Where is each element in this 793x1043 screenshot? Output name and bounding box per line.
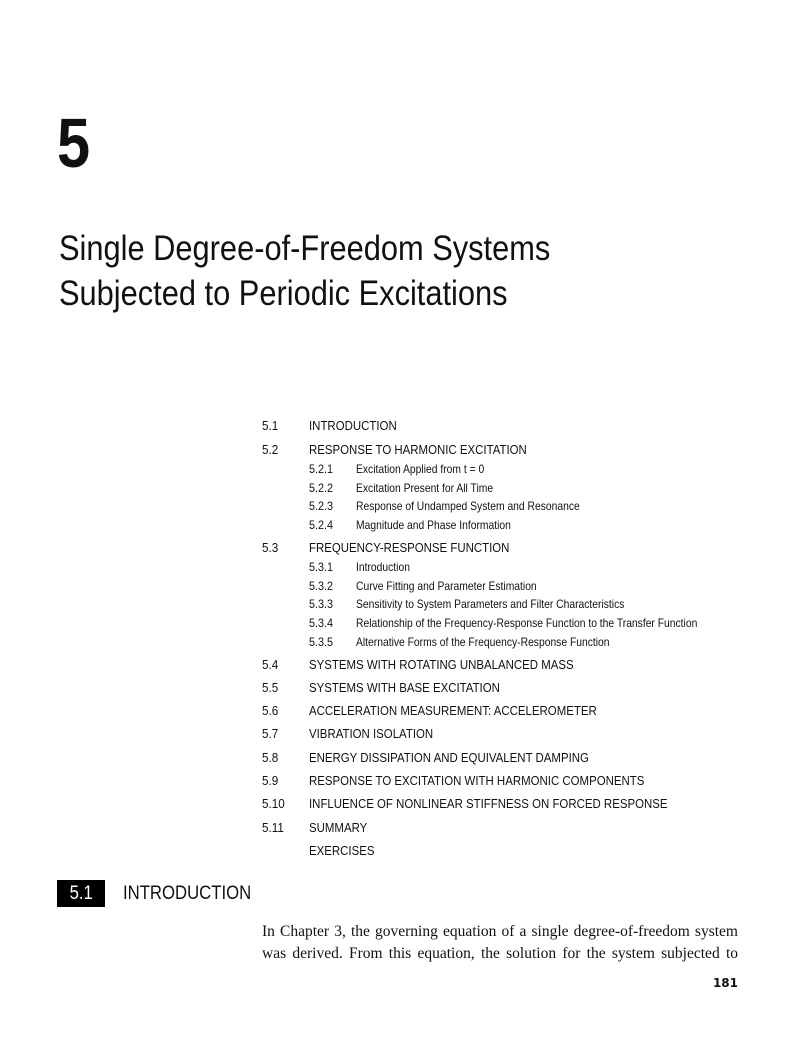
toc-entry-label: Response of Undamped System and Resonance	[356, 499, 580, 513]
toc-entry-label: Excitation Present for All Time	[356, 481, 494, 495]
toc-entry-label: SYSTEMS WITH ROTATING UNBALANCED MASS	[309, 657, 574, 672]
toc-entry-label: Magnitude and Phase Information	[356, 518, 511, 532]
toc-entry-label: FREQUENCY-RESPONSE FUNCTION	[309, 540, 510, 555]
toc-entry-label: SUMMARY	[309, 820, 368, 835]
toc-entry-number: 5.2.4	[309, 518, 334, 532]
toc-entry-number: 5.3.4	[309, 616, 334, 630]
toc-entry-label: Excitation Applied from t = 0	[356, 462, 485, 476]
toc-entry-number: 5.3	[262, 540, 279, 555]
page-number: 181	[712, 976, 738, 990]
body-paragraph	[262, 921, 738, 965]
toc-entry-number: 5.3.1	[309, 560, 334, 574]
toc-entry-label: INFLUENCE OF NONLINEAR STIFFNESS ON FORCED RESPONSE	[309, 796, 668, 811]
toc-entry-number: 5.2.3	[309, 499, 334, 513]
toc-entry-number: 5.9	[262, 773, 279, 788]
body-line: In Chapter 3, the governing equation of a single degree-of-freedom system	[262, 923, 738, 940]
toc-entry-label: Sensitivity to System Parameters and Filter Characteristics	[356, 597, 625, 611]
chapter-title-line-1: Single Degree-of-Freedom Systems	[59, 229, 551, 268]
section-number-badge	[57, 880, 105, 907]
toc-entry-number: 5.3.2	[309, 579, 334, 593]
toc-entry-number: 5.2.2	[309, 481, 334, 495]
toc-entry-number: 5.4	[262, 657, 279, 672]
toc-entry-number: 5.8	[262, 750, 279, 765]
toc-entry-number: 5.3.5	[309, 635, 334, 649]
toc-entry-label: Alternative Forms of the Frequency-Response Function	[356, 635, 610, 649]
body-line: was derived. From this equation, the solution for the system subjected to	[262, 945, 738, 962]
chapter-title	[59, 226, 550, 316]
toc-entry-number: 5.2	[262, 442, 279, 457]
toc-entry-number: 5.10	[262, 796, 285, 811]
chapter-number: 5	[57, 104, 90, 182]
section-number: 5.1	[69, 883, 93, 904]
toc-entry-number: 5.2.1	[309, 462, 334, 476]
section-title: INTRODUCTION	[123, 883, 252, 904]
toc-entry-label: EXERCISES	[309, 843, 375, 858]
toc-entry-label: RESPONSE TO HARMONIC EXCITATION	[309, 442, 527, 457]
toc-entry-label: ENERGY DISSIPATION AND EQUIVALENT DAMPING	[309, 750, 589, 765]
toc-entry-label: Relationship of the Frequency-Response Function to the Transfer Function	[356, 616, 698, 630]
toc-entry-label: SYSTEMS WITH BASE EXCITATION	[309, 680, 500, 695]
toc-entry-label: Curve Fitting and Parameter Estimation	[356, 579, 537, 593]
toc-entry-label: INTRODUCTION	[309, 418, 397, 433]
toc-entry-number: 5.11	[262, 820, 284, 835]
toc-entry-number: 5.7	[262, 726, 279, 741]
chapter-title-line-2: Subjected to Periodic Excitations	[59, 274, 508, 313]
toc-entry-label: Introduction	[356, 560, 410, 574]
toc-entry-number: 5.6	[262, 703, 279, 718]
toc-entry-label: ACCELERATION MEASUREMENT: ACCELEROMETER	[309, 703, 597, 718]
toc-entry-number: 5.1	[262, 418, 279, 433]
toc-entry-number: 5.3.3	[309, 597, 334, 611]
toc-entry-label: VIBRATION ISOLATION	[309, 726, 434, 741]
toc-entry-number: 5.5	[262, 680, 279, 695]
toc-entry-label: RESPONSE TO EXCITATION WITH HARMONIC COMPONENTS	[309, 773, 645, 788]
